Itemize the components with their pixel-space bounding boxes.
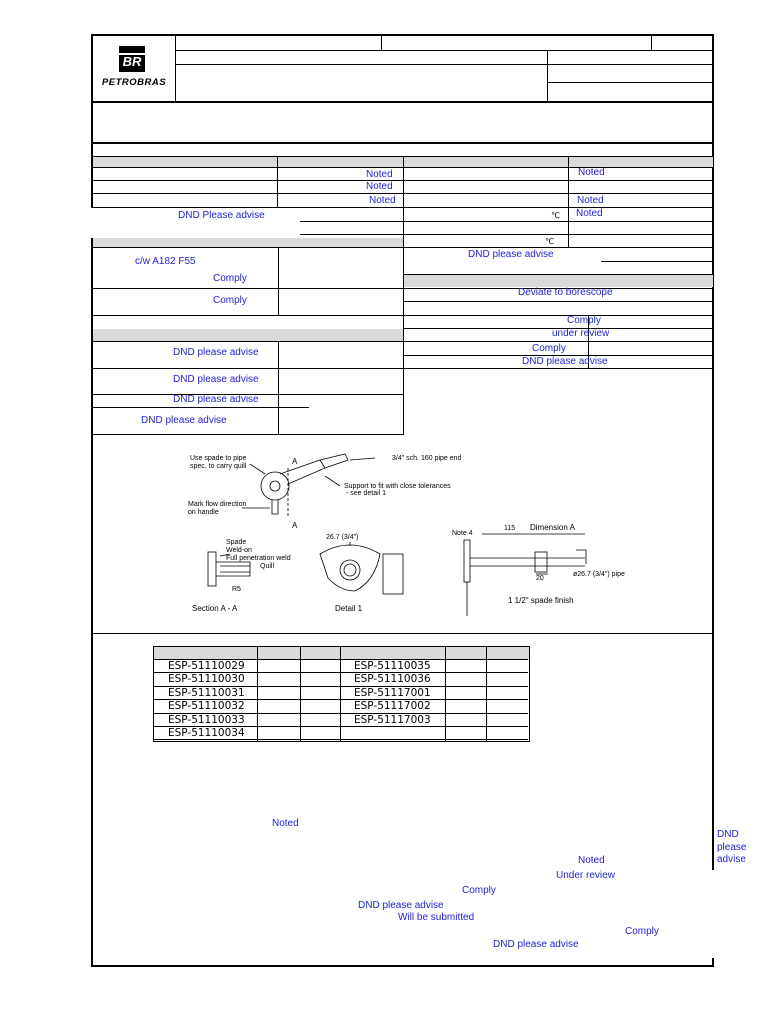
spec-id-left: ESP-51110034	[168, 727, 245, 739]
header-vline-3	[547, 50, 548, 102]
frame-top	[91, 34, 714, 36]
drawing-label: A	[292, 457, 298, 466]
spec-id-left: ESP-51110031	[168, 687, 245, 699]
frame-left	[91, 34, 93, 967]
review-comment: Comply	[213, 273, 247, 284]
note-comment: Noted	[578, 855, 605, 866]
review-comment: under review	[552, 328, 610, 339]
note-comment: DND please advise	[358, 900, 444, 911]
degree-symbol: ℃	[551, 211, 560, 220]
review-comment: Deviate to borescope	[518, 287, 613, 298]
section-header-bar-right	[404, 275, 713, 287]
header-row-line-2	[175, 64, 713, 65]
br-emblem	[119, 46, 145, 72]
drawing-label: Support to fit with close tolerances	[344, 483, 451, 490]
drawing-label: Use spade to pipe	[190, 455, 247, 462]
drawing-label: ø26.7 (3/4") pipe	[573, 571, 625, 578]
drawing-label: on handle	[188, 509, 219, 516]
grid-hline-19	[91, 407, 309, 408]
review-comment: DND please advise	[468, 249, 554, 260]
grid-hline-3	[91, 180, 714, 181]
review-comment: DND Please advise	[178, 210, 265, 221]
br-emblem-text: BR	[122, 54, 142, 69]
petrobras-logo	[98, 44, 170, 92]
section-header-bar-left-2	[93, 329, 403, 341]
section-header-bar-left-1	[93, 238, 403, 247]
drawing-label: 26.7 (3/4")	[326, 534, 359, 541]
drawing-label: Quill	[260, 563, 275, 570]
logo-divider	[175, 34, 176, 102]
review-comment: DND please advise	[173, 347, 259, 358]
drawing-label: Note 4	[452, 530, 473, 537]
quill-drawing	[180, 446, 650, 618]
spec-id-right: ESP-51117001	[354, 687, 431, 699]
grid-hline-4	[91, 193, 714, 194]
spec-table-hline	[153, 739, 528, 740]
review-comment: Comply	[532, 343, 566, 354]
drawing-label: Full penetration weld	[226, 555, 291, 562]
note-comment: please	[717, 842, 747, 853]
grid-hline-12	[403, 301, 714, 302]
grid-hline-11	[91, 288, 714, 289]
grid-hline-8	[91, 247, 714, 248]
frame-right-tick	[712, 958, 714, 967]
drawing-label: A	[292, 521, 298, 530]
drawing-label: Weld-on	[226, 547, 252, 554]
review-comment: DND please advise	[522, 356, 608, 367]
note-comment: Comply	[462, 885, 496, 896]
grid-vline-b	[403, 156, 404, 434]
note-comment: Under review	[556, 870, 615, 881]
grid-hline-2	[91, 167, 714, 168]
drawing-label: Detail 1	[335, 604, 363, 613]
section-divider	[91, 633, 714, 634]
spec-id-left: ESP-51110030	[168, 673, 245, 685]
drawing-label: 1 1/2" spade finish	[508, 596, 574, 605]
note-comment: Will be submitted	[398, 912, 475, 923]
grid-hline-15	[91, 341, 714, 342]
grid-vline-d	[278, 247, 279, 315]
review-comment: Noted	[576, 208, 603, 219]
spec-id-right: ESP-51110035	[354, 660, 431, 672]
review-comment: Noted	[577, 195, 604, 206]
drawing-label: 20	[536, 575, 544, 582]
spec-id-right: ESP-51117003	[354, 714, 431, 726]
spec-id-left: ESP-51110032	[168, 700, 245, 712]
header-row-line-1	[175, 50, 713, 51]
review-comment: Comply	[567, 315, 601, 326]
spec-id-right: ESP-51117002	[354, 700, 431, 712]
frame-bottom	[91, 965, 714, 967]
drawing-label: R5	[232, 586, 241, 593]
note-comment: Noted	[272, 818, 299, 829]
review-comment: DND please advise	[173, 394, 259, 405]
spec-id-right: ESP-51110036	[354, 673, 431, 685]
review-comment: c/w A182 F55	[135, 256, 196, 267]
grid-hline-13	[91, 315, 714, 316]
spec-id-left: ESP-51110029	[168, 660, 245, 672]
review-comment: Comply	[213, 295, 247, 306]
note-comment: DND please advise	[493, 939, 579, 950]
header-row-line-3	[547, 82, 713, 83]
petrobras-wordmark: PETROBRAS	[101, 77, 167, 88]
grid-hline-17	[91, 368, 714, 369]
drawing-label: spec. to carry quill	[190, 463, 247, 470]
note-comment: Comply	[625, 926, 659, 937]
drawing-label: Mark flow direction	[188, 501, 247, 508]
review-comment: Noted	[369, 195, 396, 206]
header-vline-1	[381, 34, 382, 51]
review-comment: Noted	[366, 169, 393, 180]
grid-hline-7	[300, 234, 714, 235]
note-comment: advise	[717, 854, 746, 865]
review-comment: Noted	[366, 181, 393, 192]
drawing-label: 3/4" sch. 160 pipe end	[392, 455, 462, 462]
drawing-label: Section A - A	[192, 604, 238, 613]
drawing-label: 115	[504, 525, 516, 532]
header-vline-2	[651, 34, 652, 51]
drawing-label: Dimension A	[530, 523, 575, 532]
drawing-label: - see detail 1	[346, 490, 387, 497]
grid-gap-2	[279, 382, 309, 392]
header-bottom	[91, 101, 714, 103]
title-box-bottom	[91, 142, 714, 144]
grid-hline-6b	[300, 221, 403, 222]
degree-symbol: ℃	[545, 237, 554, 246]
grid-hline-6	[403, 221, 714, 222]
grid-hline-9	[601, 261, 714, 262]
review-comment: DND please advise	[141, 415, 227, 426]
grid-hline-1	[91, 156, 714, 157]
grid-hline-10	[403, 274, 714, 275]
review-comment: DND please advise	[173, 374, 259, 385]
drawing-label: Spade	[226, 539, 247, 546]
grid-hline-20	[91, 434, 404, 435]
spec-id-left: ESP-51110033	[168, 714, 245, 726]
note-comment: DND	[717, 829, 739, 840]
review-comment: Noted	[578, 167, 605, 178]
